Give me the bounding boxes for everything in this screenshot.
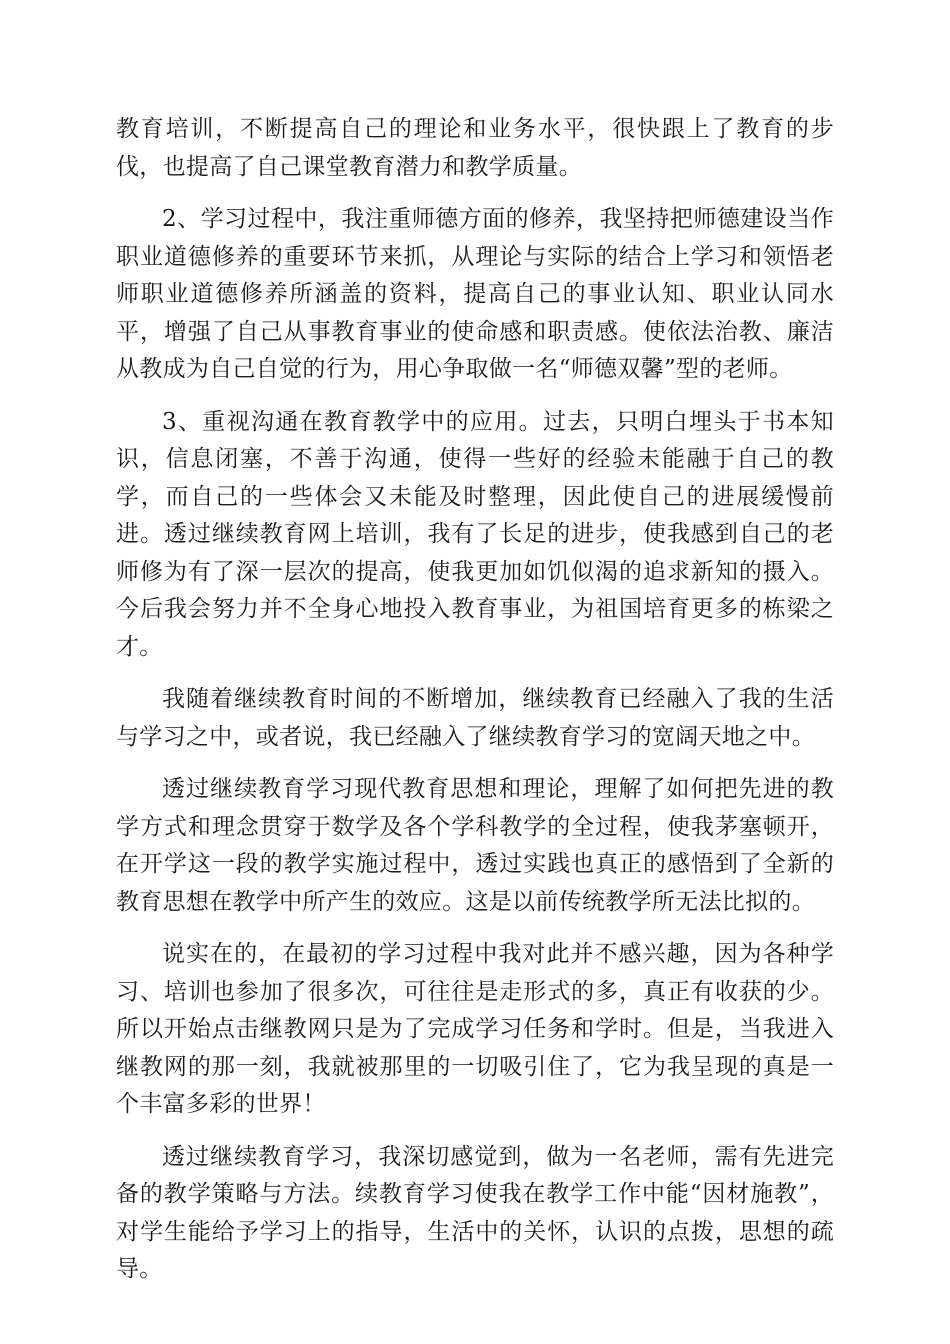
paragraph-integration: 我随着继续教育时间的不断增加，继续教育已经融入了我的生活与学习之中，或者说，我已经融入了继续教育学习的宽阔天地之中。 [116,686,834,750]
paragraph-modern-education: 透过继续教育学习现代教育思想和理论，理解了如何把先进的教学方式和理念贯穿于数学及各个学科教学的全过程，使我茅塞顿开，在开学这一段的教学实施过程中，透过实践也真正的感悟到了全新的教育思想在教学中所产生的效应。这是以前传统教学所无法比拟的。 [116,776,834,915]
document-body [116,111,834,1304]
paragraph-teaching-strategy: 透过继续教育学习，我深切感觉到，做为一名老师，需有先进完备的教学策略与方法。续教育学习使我在教学工作中能“因材施教”，对学生能给予学习上的指导，生活中的关怀，认识的点拨，思想的疏导。 [116,1143,834,1282]
paragraph-point-2: 2、学习过程中，我注重师德方面的修养，我坚持把师德建设当作职业道德修养的重要环节来抓，从理论与实际的结合上学习和领悟老师职业道德修养所涵盖的资料，提高自己的事业认知、职业认同水平，增强了自己从事教育事业的使命感和职责感。使依法治教、廉洁从教成为自己自觉的行为，用心争取做一名“师德双馨”型的老师。 [116,206,834,382]
paragraph-point-3: 3、重视沟通在教育教学中的应用。过去，只明白埋头于书本知识，信息闭塞，不善于沟通，使得一些好的经验未能融于自己的教学，而自己的一些体会又未能及时整理，因此使自己的进展缓慢前进。透过继续教育网上培训，我有了长足的进步，使我感到自己的老师修为有了深一层次的提高，使我更加如饥似渴的追求新知的摄入。今后我会努力并不全身心地投入教育事业，为祖国培育更多的栋梁之才。 [116,408,834,660]
paragraph-honest-reflection: 说实在的，在最初的学习过程中我对此并不感兴趣，因为各种学习、培训也参加了很多次，可往往是走形式的多，真正有收获的少。所以开始点击继教网只是为了完成学习任务和学时。但是，当我进入继教网的那一刻，我就被那里的一切吸引住了，它为我呈现的真是一个丰富多彩的世界！ [116,941,834,1117]
paragraph-continuation: 教育培训，不断提高自己的理论和业务水平，很快跟上了教育的步伐，也提高了自己课堂教育潜力和教学质量。 [116,116,834,180]
